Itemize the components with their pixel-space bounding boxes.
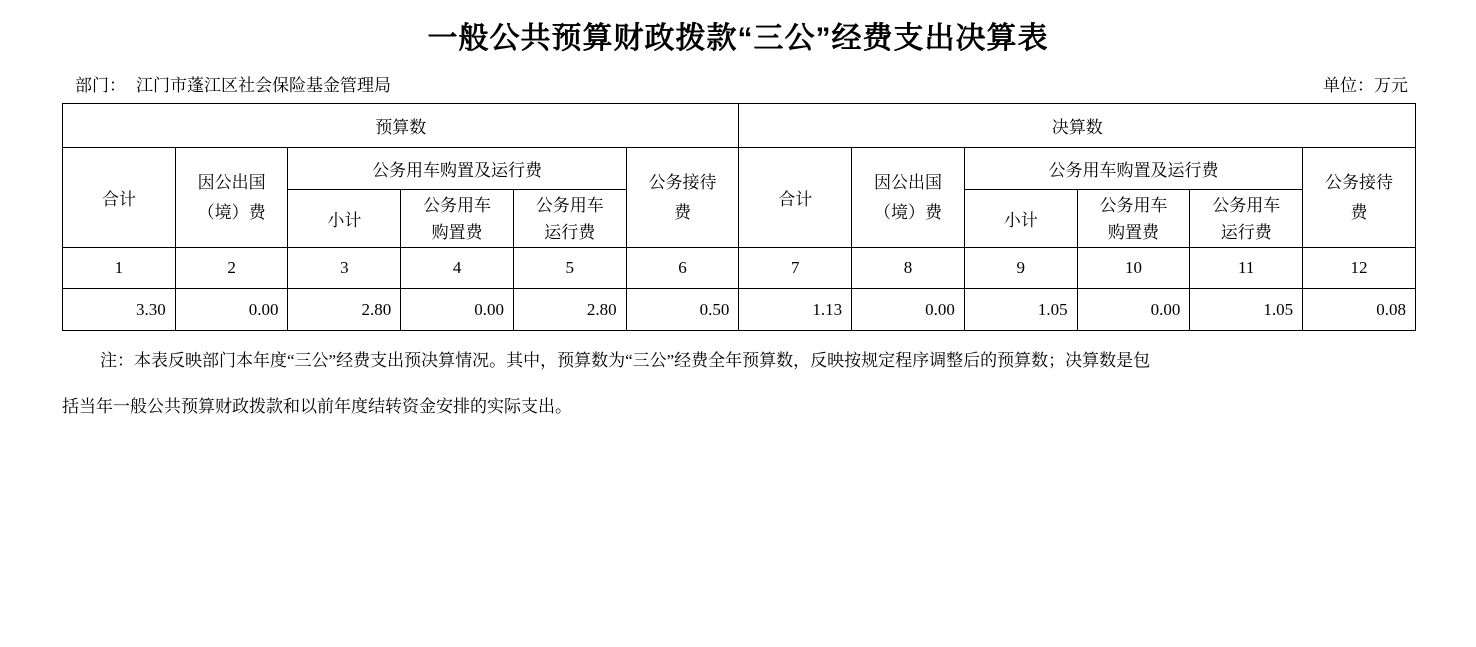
col-header-budget-reception-line1: 公务接待 bbox=[648, 172, 717, 192]
col-header-final-reception bbox=[1303, 148, 1416, 248]
column-number-cell: 12 bbox=[1303, 248, 1416, 289]
column-number-cell: 3 bbox=[288, 248, 401, 289]
col-header-budget-reception-line2: 费 bbox=[674, 202, 692, 222]
col-header-budget-abroad-line2: （境）费 bbox=[197, 202, 266, 222]
section-header-final: 决算数 bbox=[739, 104, 1416, 148]
department-name: 江门市蓬江区社会保险基金管理局 bbox=[136, 76, 391, 95]
value-budget-vehicle-subtotal: 2.80 bbox=[288, 289, 401, 331]
value-budget-total: 3.30 bbox=[63, 289, 176, 331]
col-header-budget-vehicle-operating-line1: 公务用车 bbox=[535, 195, 604, 215]
col-header-final-abroad-line1: 因公出国 bbox=[874, 172, 942, 192]
col-header-budget-vehicle-purchase bbox=[401, 190, 514, 248]
footnote bbox=[62, 338, 1420, 430]
column-number-cell: 4 bbox=[401, 248, 514, 289]
section-header-budget: 预算数 bbox=[63, 104, 739, 148]
col-header-final-reception-line2: 费 bbox=[1350, 202, 1368, 222]
value-budget-vehicle-purchase: 0.00 bbox=[401, 289, 514, 331]
value-final-vehicle-purchase: 0.00 bbox=[1077, 289, 1190, 331]
col-header-final-reception-line1: 公务接待 bbox=[1325, 172, 1394, 192]
col-header-budget-total: 合计 bbox=[63, 148, 176, 248]
col-header-final-vehicle-purchase-line2: 购置费 bbox=[1107, 222, 1159, 242]
col-header-budget-vehicle-operating bbox=[513, 190, 626, 248]
col-header-budget-abroad-line1: 因公出国 bbox=[197, 172, 266, 192]
col-header-budget-vehicle-group: 公务用车购置及运行费 bbox=[288, 148, 626, 190]
col-header-final-abroad bbox=[852, 148, 965, 248]
col-header-budget-vehicle-subtotal: 小计 bbox=[288, 190, 401, 248]
col-header-final-vehicle-operating bbox=[1190, 190, 1303, 248]
department-line bbox=[75, 71, 391, 96]
col-header-final-total: 合计 bbox=[739, 148, 852, 248]
value-budget-abroad: 0.00 bbox=[175, 289, 288, 331]
col-header-budget-reception bbox=[626, 148, 739, 248]
col-header-final-vehicle-subtotal: 小计 bbox=[964, 190, 1077, 248]
col-header-final-vehicle-purchase bbox=[1077, 190, 1190, 248]
column-number-cell: 7 bbox=[739, 248, 852, 289]
table-row-header-upper bbox=[63, 148, 1416, 190]
col-header-final-vehicle-purchase-line1: 公务用车 bbox=[1099, 195, 1168, 215]
column-number-cell: 6 bbox=[626, 248, 739, 289]
meta-row bbox=[75, 71, 1408, 96]
table-row-values bbox=[63, 289, 1416, 331]
col-header-final-vehicle-operating-line2: 运行费 bbox=[1220, 222, 1272, 242]
col-header-budget-vehicle-purchase-line1: 公务用车 bbox=[423, 195, 492, 215]
value-budget-reception: 0.50 bbox=[626, 289, 739, 331]
col-header-final-abroad-line2: （境）费 bbox=[874, 202, 942, 222]
table-row-sections bbox=[63, 104, 1416, 148]
column-number-cell: 5 bbox=[513, 248, 626, 289]
col-header-budget-abroad bbox=[175, 148, 288, 248]
column-number-cell: 1 bbox=[63, 248, 176, 289]
unit-label: 单位：万元 bbox=[1323, 76, 1408, 95]
footnote-line-1: 注：本表反映部门本年度“三公”经费支出预决算情况。其中，预算数为“三公”经费全年预算数，反映按规定程序调整后的预算数；决算数是包 bbox=[100, 351, 1151, 370]
value-final-abroad: 0.00 bbox=[852, 289, 965, 331]
table-row-column-numbers bbox=[63, 248, 1416, 289]
col-header-budget-vehicle-operating-line2: 运行费 bbox=[544, 222, 596, 242]
column-number-cell: 11 bbox=[1190, 248, 1303, 289]
value-final-reception: 0.08 bbox=[1303, 289, 1416, 331]
three-public-expense-table bbox=[62, 103, 1416, 331]
value-final-vehicle-operating: 1.05 bbox=[1190, 289, 1303, 331]
col-header-budget-vehicle-purchase-line2: 购置费 bbox=[431, 222, 483, 242]
column-number-cell: 9 bbox=[964, 248, 1077, 289]
column-number-cell: 10 bbox=[1077, 248, 1190, 289]
col-header-final-vehicle-group: 公务用车购置及运行费 bbox=[964, 148, 1302, 190]
value-final-vehicle-subtotal: 1.05 bbox=[964, 289, 1077, 331]
column-number-cell: 8 bbox=[852, 248, 965, 289]
value-final-total: 1.13 bbox=[739, 289, 852, 331]
value-budget-vehicle-operating: 2.80 bbox=[513, 289, 626, 331]
col-header-final-vehicle-operating-line1: 公务用车 bbox=[1212, 195, 1281, 215]
column-number-cell: 2 bbox=[175, 248, 288, 289]
page-title: 一般公共预算财政拨款“三公”经费支出决算表 bbox=[427, 22, 1049, 55]
department-label: 部门： bbox=[75, 76, 126, 95]
footnote-line-2: 括当年一般公共预算财政拨款和以前年度结转资金安排的实际支出。 bbox=[62, 397, 572, 416]
